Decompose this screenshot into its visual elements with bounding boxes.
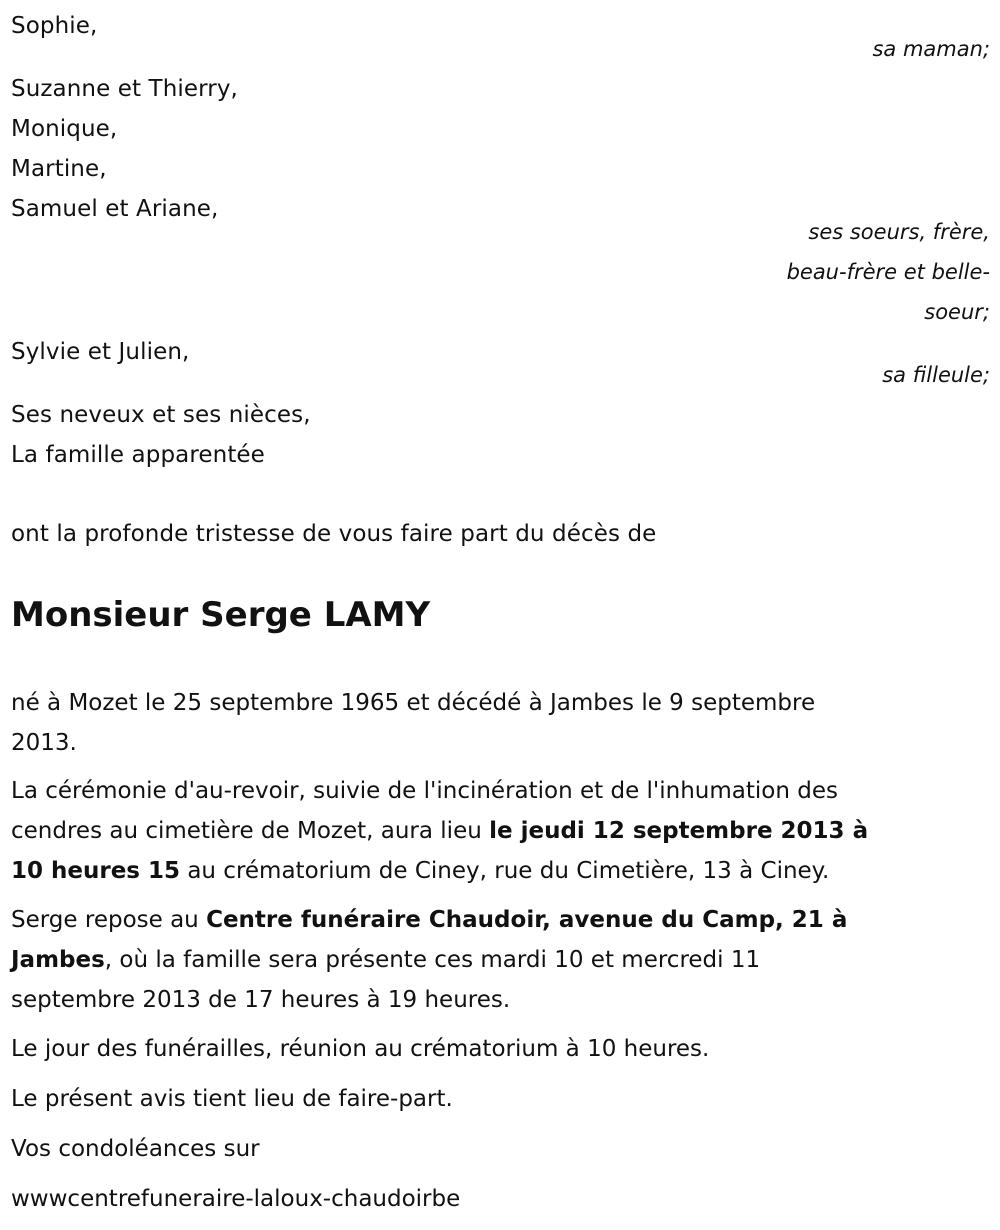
ceremony-location: au crématorium de Ciney, rue du Cimetière, 13 à Ciney.: [180, 858, 830, 884]
relation-goddaughter: sa filleule;: [882, 363, 990, 387]
ceremony-date: le jeudi 12 septembre 2013 à: [489, 818, 869, 844]
repose-line: [11, 940, 990, 980]
repose-location: Centre funéraire Chaudoir, avenue du Camp, 21 à: [206, 907, 848, 933]
ceremony-text: cendres au cimetière de Mozet, aura lieu: [11, 818, 490, 844]
relation-siblings: ses soeurs, frère,: [808, 220, 990, 244]
family-name: Monique,: [11, 116, 118, 142]
ceremony-time: 10 heures 15: [11, 858, 181, 884]
repose-city: Jambes: [11, 947, 105, 973]
repose-visiting: , où la famille sera présente ces mardi 10 et mercredi 11: [104, 947, 761, 973]
ceremony-line: [11, 811, 990, 851]
family-name: Suzanne et Thierry,: [11, 76, 238, 102]
birth-death-line: 2013.: [11, 730, 77, 756]
reunion-text: Le jour des funérailles, réunion au crématorium à 10 heures.: [11, 1036, 710, 1062]
condolences-link[interactable]: wwwcentrefuneraire-laloux-chaudoirbe: [11, 1186, 461, 1212]
ceremony-line: La cérémonie d'au-revoir, suivie de l'incinération et de l'inhumation des: [11, 778, 838, 804]
repose-line: [11, 900, 990, 940]
relation-siblings: soeur;: [924, 300, 990, 324]
repose-text: Serge repose au: [11, 907, 207, 933]
deceased-name: Monsieur Serge LAMY: [11, 595, 431, 635]
family-name-sophie: Sophie,: [11, 13, 98, 39]
relation-siblings: beau-frère et belle-: [786, 260, 990, 284]
repose-line: septembre 2013 de 17 heures à 19 heures.: [11, 987, 511, 1013]
family-name: Samuel et Ariane,: [11, 196, 219, 222]
relation-mother: sa maman;: [872, 37, 990, 61]
family-name: Ses neveux et ses nièces,: [11, 402, 311, 428]
ceremony-line: [11, 851, 990, 891]
family-name: Martine,: [11, 156, 107, 182]
family-name: La famille apparentée: [11, 442, 265, 468]
announcement-text: ont la profonde tristesse de vous faire part du décès de: [11, 521, 657, 547]
birth-death-line: né à Mozet le 25 septembre 1965 et décédé à Jambes le 9 septembre: [11, 690, 816, 716]
family-name: Sylvie et Julien,: [11, 339, 190, 365]
condolences-label: Vos condoléances sur: [11, 1136, 260, 1162]
notice-text: Le présent avis tient lieu de faire-part.: [11, 1086, 453, 1112]
